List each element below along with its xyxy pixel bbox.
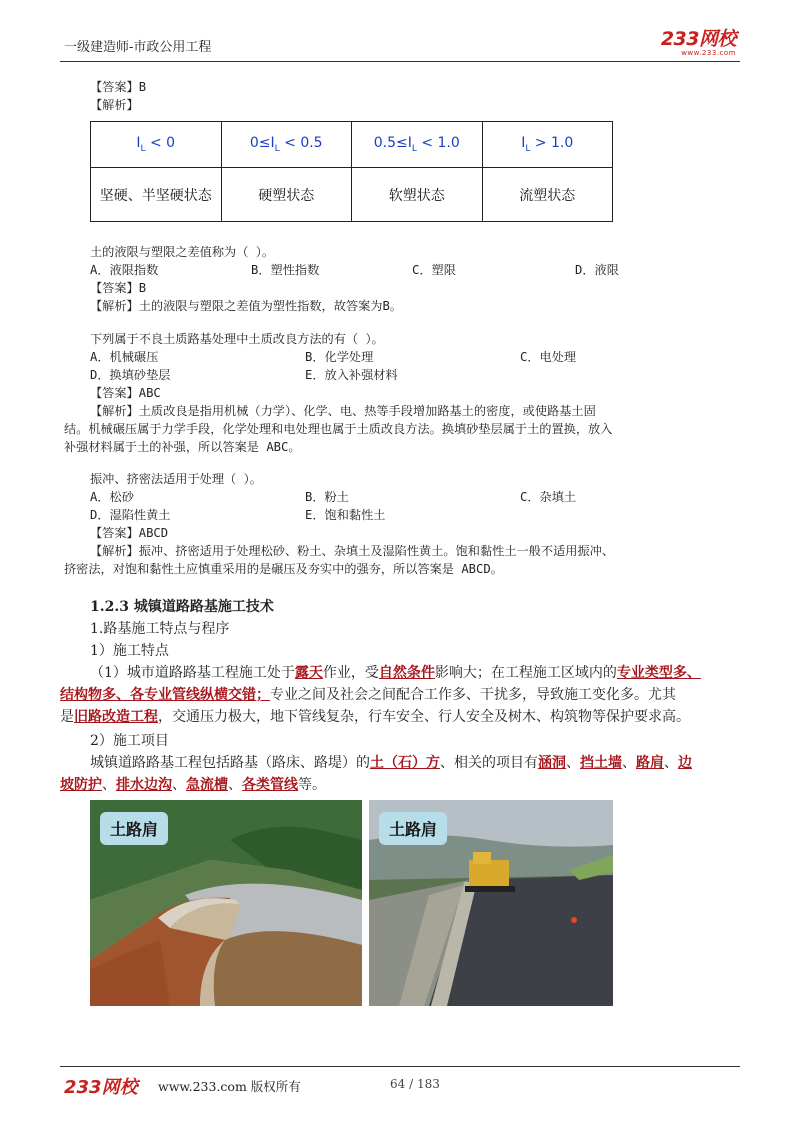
q3-analysis-line: 挤密法，对饱和黏性土应慎重采用的是碾压及夯实中的强夯，所以答案是 ABCD。 (64, 562, 503, 576)
keyword: 自然条件 (378, 665, 435, 681)
keyword: 急流槽 (186, 777, 228, 793)
q2-option: A．机械碾压 (90, 350, 159, 364)
paragraph-line: 坡防护、排水边沟、急流槽、各类管线等。 (60, 777, 326, 793)
logo-url: www.233.com (681, 49, 736, 57)
q1-option: A．液限指数 (90, 263, 159, 277)
q2-stem: 下列属于不良土质路基处理中土质改良方法的有（ ）。 (90, 332, 384, 346)
paragraph-line: 结构物多、各专业管线纵横交错；专业之间及社会之间配合工作多、干扰多，导致施工变化多。尤其 (60, 687, 676, 703)
photo-earth-shoulder-right (369, 800, 613, 1006)
cond-cell: $0.5\le I_L < 1.0$ (352, 122, 483, 168)
q3-option: B．粉土 (305, 490, 349, 504)
state-cell: 坚硬、半坚硬状态 (91, 168, 222, 222)
photo-label: 土路肩 (379, 812, 447, 845)
photo-label: 土路肩 (100, 812, 168, 845)
logo-text: 233网校 (660, 28, 736, 50)
keyword: 露天 (294, 665, 323, 681)
keyword: 涵洞 (538, 755, 566, 771)
keyword: 旧路改造工程 (74, 709, 158, 725)
brand-logo (661, 24, 736, 57)
page-header (60, 22, 740, 62)
cond-cell: $I_L > 1.0$ (482, 122, 613, 168)
q3-option: C．杂填土 (520, 490, 577, 504)
footer-logo: 233网校 (64, 1077, 138, 1098)
q2-analysis-line: 【解析】土质改良是指用机械（力学）、化学、电、热等手段增加路基土的密度，或使路基土固 (90, 404, 596, 418)
q1-analysis: 【解析】土的液限与塑限之差值为塑性指数，故答案为B。 (90, 299, 403, 313)
q1-option: C．塑限 (412, 263, 456, 277)
subsection-item: 2）施工项目 (90, 733, 169, 749)
keyword: 各类管线 (242, 777, 298, 793)
q3-option: E．饱和黏性土 (305, 508, 386, 522)
q1-option: D．液限 (575, 263, 619, 277)
consistency-table (90, 121, 613, 222)
paragraph-line: （1）城市道路路基工程施工处于露天作业，受自然条件影响大；在工程施工区域内的专业类型多、 (90, 665, 701, 681)
q0-answer: 【答案】B (90, 80, 147, 94)
q2-analysis-line: 结。机械碾压属于力学手段，化学处理和电处理也属于土质改良方法。换填砂垫层属于土的置换，放入 (64, 422, 613, 436)
keyword: 边 (678, 755, 692, 771)
keyword: 排水边沟 (116, 777, 172, 793)
page-number: 64 / 183 (390, 1077, 440, 1091)
paragraph-line: 是旧路改造工程，交通压力极大，地下管线复杂，行车安全、行人安全及树木、构筑物等保护要求高。 (60, 709, 690, 725)
keyword: 坡防护 (60, 777, 102, 793)
keyword: 土（石）方 (370, 755, 440, 771)
table-row-states (91, 168, 613, 222)
q2-answer: 【答案】ABC (90, 386, 161, 400)
cond-cell: $I_L < 0$ (91, 122, 222, 168)
keyword: 专业类型多、 (616, 665, 701, 681)
q3-option: A．松砂 (90, 490, 134, 504)
state-cell: 软塑状态 (352, 168, 483, 222)
q3-analysis-line: 【解析】振冲、挤密适用于处理松砂、粉土、杂填土及湿陷性黄土。饱和黏性土一般不适用振冲、 (90, 544, 615, 558)
q3-answer: 【答案】ABCD (90, 526, 169, 540)
paragraph-line: 城镇道路路基工程包括路基（路床、路堤）的土（石）方、相关的项目有涵洞、挡土墙、路肩、边 (90, 755, 692, 771)
page-footer (60, 1066, 740, 1106)
q2-option: B．化学处理 (305, 350, 374, 364)
section-heading: 1.2.3 城镇道路路基施工技术 (90, 599, 274, 615)
q1-stem: 土的液限与塑限之差值称为（ ）。 (90, 245, 275, 259)
footer-copyright: www.233.com 版权所有 (158, 1079, 301, 1094)
q0-analysis: 【解析】 (90, 98, 139, 112)
q1-option: B．塑性指数 (251, 263, 320, 277)
subsection-title: 1.路基施工特点与程序 (90, 621, 230, 637)
keyword: 挡土墙 (580, 755, 622, 771)
q3-stem: 振冲、挤密法适用于处理（ ）。 (90, 472, 262, 486)
q2-option: C．电处理 (520, 350, 577, 364)
header-title: 一级建造师-市政公用工程 (64, 40, 212, 55)
q1-answer: 【答案】B (90, 281, 147, 295)
keyword: 结构物多、各专业管线纵横交错； (60, 687, 270, 703)
photo-earth-shoulder-left (90, 800, 362, 1006)
cond-cell: $0\le I_L < 0.5$ (221, 122, 352, 168)
state-cell: 硬塑状态 (221, 168, 352, 222)
keyword: 路肩 (636, 755, 664, 771)
q2-analysis-line: 补强材料属于土的补强，所以答案是 ABC。 (64, 440, 301, 454)
state-cell: 流塑状态 (482, 168, 613, 222)
q2-option: D．换填砂垫层 (90, 368, 171, 382)
q3-option: D．湿陷性黄土 (90, 508, 171, 522)
subsection-item: 1）施工特点 (90, 643, 169, 659)
q2-option: E．放入补强材料 (305, 368, 398, 382)
table-row-conditions (91, 122, 613, 168)
